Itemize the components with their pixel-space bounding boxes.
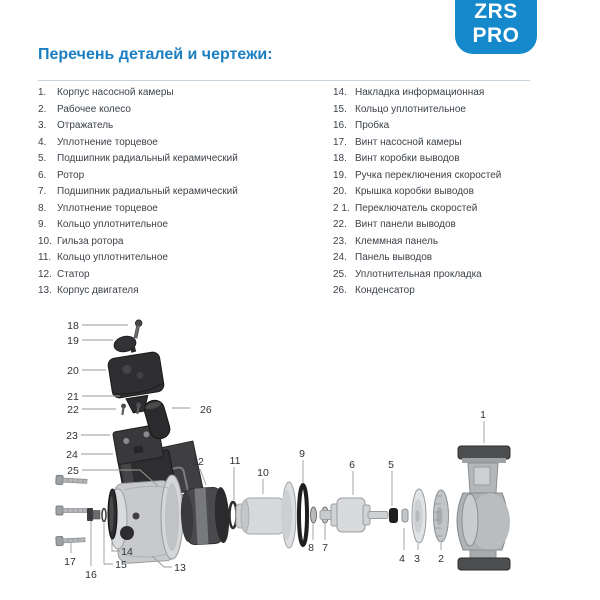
parts-list-right-column [333, 85, 578, 300]
callout-25: 25 [67, 465, 79, 477]
part-list-item: 20. Крышка коробки выводов [333, 186, 474, 197]
part-rotor-6 [320, 498, 388, 532]
part-list-item: 11. Кольцо уплотнительное [38, 252, 168, 263]
part-list-item: 14. Накладка информационная [333, 87, 485, 98]
part-list-item: 4. Уплотнение торцевое [38, 136, 158, 148]
callout-16: 16 [85, 569, 97, 581]
part-list-item: 19. Ручка переключения скоростей [333, 169, 502, 181]
callout-15: 15 [115, 559, 127, 571]
callout-12: 12 [192, 456, 204, 468]
part-list-item: 7. Подшипник радиальный керамический [38, 186, 238, 197]
part-plug-16 [87, 508, 100, 521]
callout-20: 20 [67, 365, 79, 377]
part-list-item: 8. Уплотнение торцевое [38, 202, 158, 214]
callout-3: 3 [414, 553, 420, 565]
callout-5: 5 [388, 459, 394, 471]
callout-1: 1 [480, 409, 486, 421]
callout-21: 21 [67, 391, 79, 403]
part-impeller-2 [433, 490, 449, 542]
part-info-plate-14 [108, 489, 117, 539]
part-rotor-sleeve-10 [236, 482, 296, 548]
exploded-view-diagram [0, 308, 600, 600]
part-list-item: 10. Гильза ротора [38, 235, 124, 247]
part-list-item: 2 1. Переключатель скоростей [333, 202, 478, 214]
callout-13: 13 [174, 562, 186, 574]
part-list-item: 25. Уплотнительная прокладка [333, 268, 482, 280]
brand-logo-line2: PRO [472, 24, 520, 47]
page-title: Перечень деталей и чертежи: [38, 46, 273, 63]
part-list-item: 16. Пробка [333, 120, 390, 131]
part-deflector-3 [412, 489, 426, 543]
part-bearing-5 [389, 508, 398, 523]
brand-logo-line1: ZRS [474, 0, 518, 23]
part-list-item: 15. Кольцо уплотнительное [333, 103, 466, 115]
part-list-item: 12. Статор [38, 268, 90, 280]
callout-22: 22 [67, 404, 79, 416]
callout-23: 23 [66, 430, 78, 442]
callout-7: 7 [322, 542, 328, 554]
brand-logo [455, 0, 537, 54]
callout-4: 4 [399, 553, 405, 565]
callout-17: 17 [64, 556, 76, 568]
part-list-item: 3. Отражатель [38, 120, 114, 131]
callout-6: 6 [349, 459, 355, 471]
part-terminal-box-cover-20 [107, 351, 165, 399]
part-list-item: 2. Рабочее колесо [38, 103, 131, 115]
callout-24: 24 [66, 449, 78, 461]
part-list-item: 17. Винт насосной камеры [333, 136, 462, 148]
part-list-item: 24. Панель выводов [333, 252, 433, 263]
part-list-item: 1. Корпус насосной камеры [38, 87, 174, 98]
callout-14: 14 [121, 546, 133, 558]
part-seal-8 [311, 507, 317, 523]
callout-8: 8 [308, 542, 314, 554]
callout-18: 18 [67, 320, 79, 332]
part-list-item: 22. Винт панели выводов [333, 219, 456, 230]
part-screws-17 [56, 475, 87, 545]
part-list-item: 26. Конденсатор [333, 285, 415, 296]
parts-list [38, 85, 578, 300]
part-pump-housing-1 [457, 446, 510, 570]
part-screw-18 [132, 319, 142, 338]
callout-19: 19 [67, 335, 79, 347]
part-list-item: 9. Кольцо уплотнительное [38, 219, 168, 230]
part-list-item: 18. Винт коробки выводов [333, 153, 460, 164]
part-o-ring-9 [299, 485, 307, 545]
part-seal-4 [402, 509, 408, 522]
part-o-ring-11 [230, 502, 237, 528]
callout-9: 9 [299, 448, 305, 460]
part-list-item: 6. Ротор [38, 169, 85, 181]
part-o-ring-15 [102, 509, 106, 522]
title-divider [38, 80, 530, 81]
part-stator-12 [180, 487, 231, 545]
callout-11: 11 [229, 455, 241, 467]
part-list-item: 5. Подшипник радиальный керамический [38, 153, 238, 164]
callout-2: 2 [438, 553, 444, 565]
part-list-item: 23. Клеммная панель [333, 235, 439, 247]
part-list-item: 13. Корпус двигателя [38, 285, 139, 296]
callout-26: 26 [200, 404, 212, 416]
callout-10: 10 [257, 467, 269, 479]
part-motor-housing-13 [109, 475, 183, 564]
parts-list-left-column [38, 85, 333, 300]
